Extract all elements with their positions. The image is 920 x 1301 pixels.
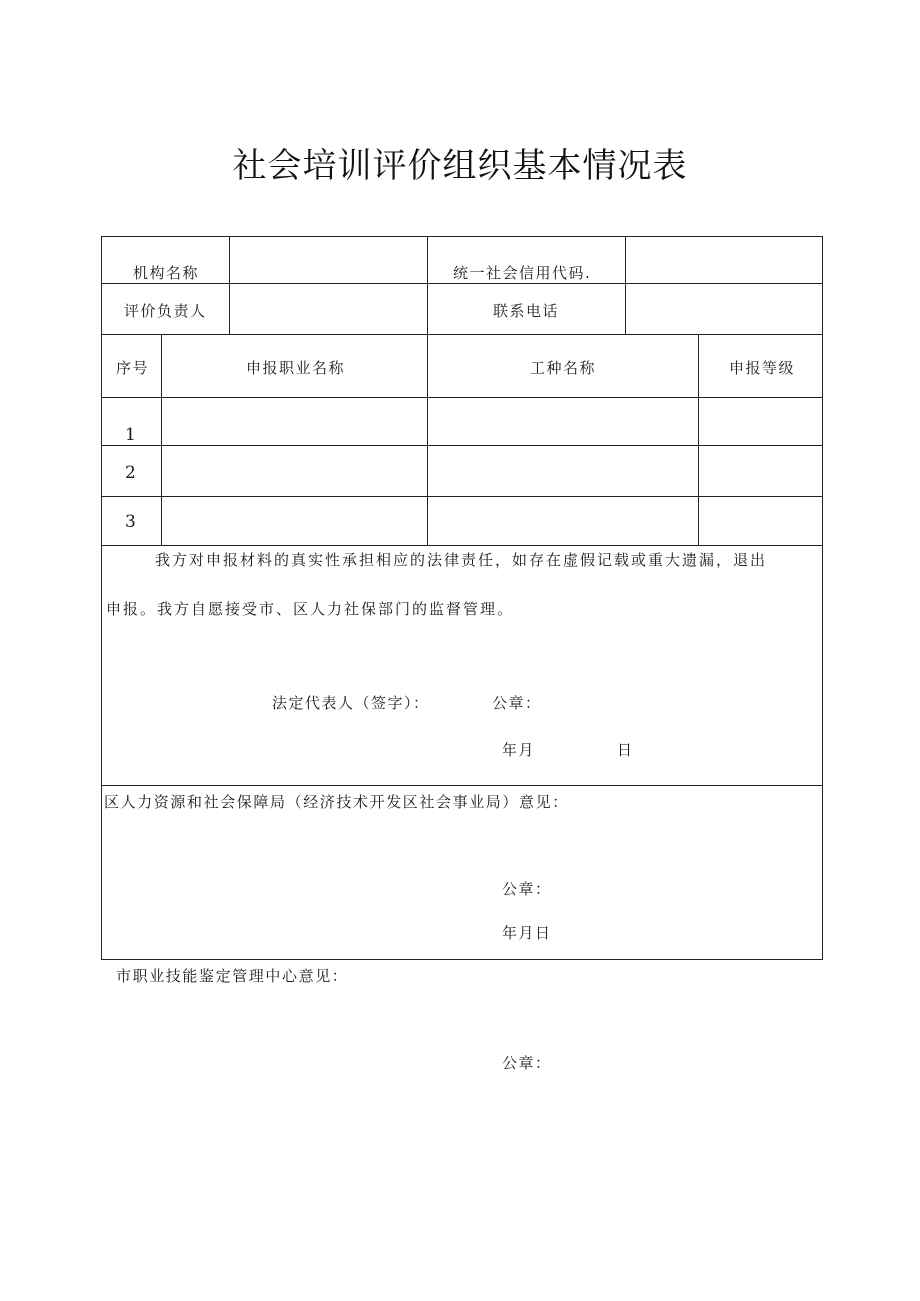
row2-occupation-cell[interactable] [162,446,427,496]
header-seq: 序号 [116,359,150,377]
credit-code-label: 统一社会信用代码. [453,264,592,282]
page-title: 社会培训评价组织基本情况表 [232,146,688,186]
row1-occupation-cell[interactable] [162,398,427,445]
declaration-seal-label: 公章： [492,694,542,712]
row3-bottom-border [101,545,823,546]
row3-occupation-cell[interactable] [162,497,427,545]
row-number-1: 1 [125,425,136,445]
leader-label: 评价负责人 [124,302,207,320]
declaration-date-year-month: 年月 [502,741,536,759]
declaration-date-day: 日 [617,741,634,759]
row-number-3: 3 [125,512,136,532]
header-occupation: 申报职业名称 [246,359,346,377]
phone-field[interactable] [626,284,822,334]
table-bottom-border [101,959,823,960]
header-job-type: 工种名称 [530,359,597,377]
phone-label: 联系电话 [493,302,560,320]
row1-level-cell[interactable] [699,398,822,445]
info-bottom-border [101,334,823,335]
table-left-border [101,236,102,960]
city-seal-label: 公章： [502,1054,552,1072]
declaration-bottom-border [101,785,823,786]
district-opinion-label: 区人力资源和社会保障局（经济技术开发区社会事业局）意见： [104,793,569,811]
city-opinion-label: 市职业技能鉴定管理中心意见： [116,967,349,985]
row-number-2: 2 [125,463,136,483]
district-date: 年月日 [502,924,552,942]
row3-job-type-cell[interactable] [428,497,698,545]
header-level: 申报等级 [729,359,796,377]
credit-code-field[interactable] [626,237,822,283]
org-name-field[interactable] [230,237,427,283]
declaration-line-1: 我方对申报材料的真实性承担相应的法律责任，如存在虚假记载或重大遗漏，退出 [155,551,768,569]
leader-field[interactable] [230,284,427,334]
row1-job-type-cell[interactable] [428,398,698,445]
table-right-border [822,236,823,960]
row3-level-cell[interactable] [699,497,822,545]
org-name-label: 机构名称 [133,264,200,282]
declaration-line-2: 申报。我方自愿接受市、区人力社保部门的监督管理。 [106,600,515,618]
info-col-divider-2 [427,236,428,397]
signature-label: 法定代表人（签字）： [272,694,430,712]
district-seal-label: 公章： [502,880,552,898]
row2-level-cell[interactable] [699,446,822,496]
row2-job-type-cell[interactable] [428,446,698,496]
